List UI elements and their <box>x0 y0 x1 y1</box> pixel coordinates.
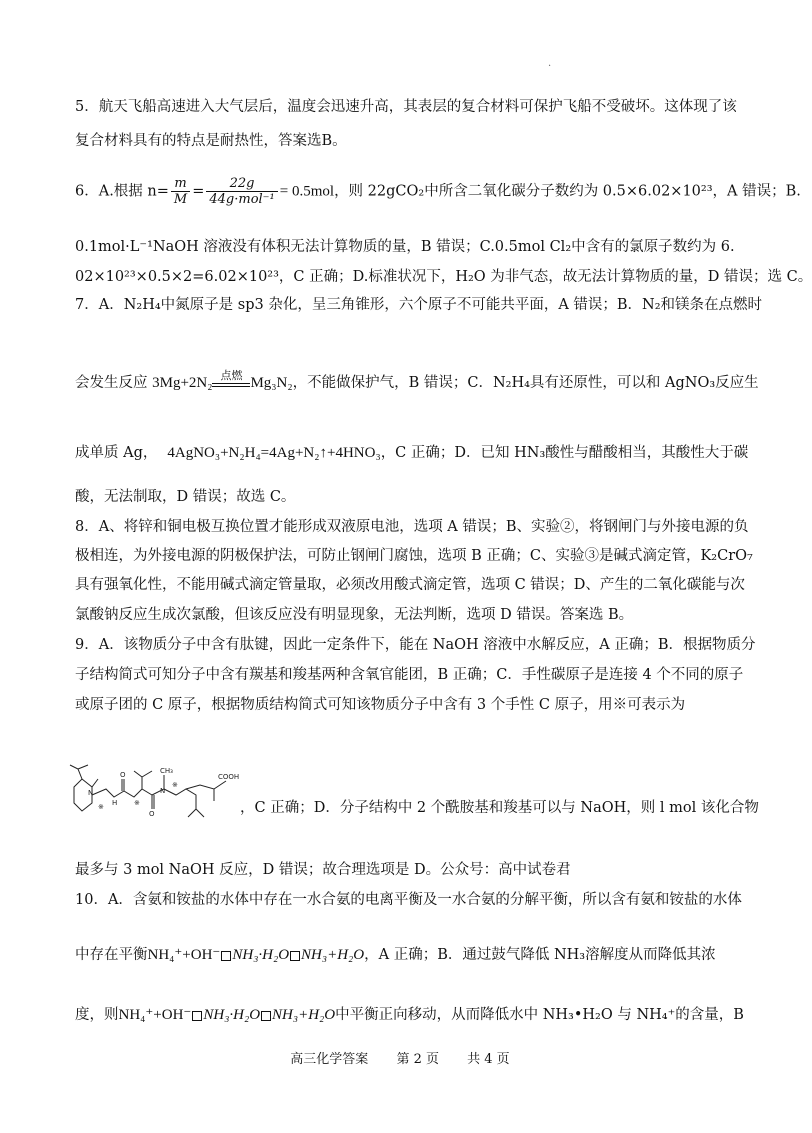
footer-total: 共 4 页 <box>467 1052 510 1067</box>
q5-line-2: 复合材料具有的特点是耐热性，答案选B。 <box>75 133 347 149</box>
fraction-mass-over-molar: $\frac{22g}{\text{44g·mol⁻¹}}$ <box>206 176 277 207</box>
equilibrium-1: NH₄⁺+OH⁻ NH₃·H₂O NH₃+H₂O <box>147 947 365 963</box>
q8-line-2: 极相连，为外接电源的阴极保护法，可防止钢闸门腐蚀，选项 B 正确；C、实验③是碱式滴定管，K₂CrO₇ <box>75 548 753 564</box>
q10-line-3: 度，则NH₄⁺+OH⁻ NH₃·H₂O NH₃+H₂O中平衡正向移动，从而降低水中 NH₃•H₂O 与 NH₄⁺的含量，B <box>75 1007 744 1023</box>
q10-line-1: 10．A．含氨和铵盐的水体中存在一水合氨的电离平衡及一水合氨的分解平衡，所以含有氨和铵盐的水体 <box>75 892 742 908</box>
q7-line-2: 会发生反应 3Mg+2N₂ 点燃 Mg₃N₂，不能做保护气，B 错误；C．N₂H₄具有还原性，可以和 AgNO₃反应生 <box>75 368 738 398</box>
q6-intro: 6．A.根据 n= <box>75 183 169 200</box>
q8-line-3: 具有强氧化性，不能用碱式滴定管量取，必须改用酸式滴定管，选项 C 错误；D、产生的二氧化碳能与次 <box>75 577 745 593</box>
mol-label-cooh: COOH <box>218 773 240 781</box>
q9-line-1: 9．A．该物质分子中含有肽键，因此一定条件下，能在 NaOH 溶液中水解反应，A 正确；B．根据物质分 <box>75 637 756 653</box>
q9-line-3: 或原子团的 C 原子，根据物质结构简式可知该物质分子中含有 3 个手性 C 原子，用※可表示为 <box>75 697 686 713</box>
q9-line-5: 最多与 3 mol NaOH 反应，D 错误；故合理选项是 D。公众号：高中试卷君 <box>75 862 571 878</box>
q5-line-1: 5．航天飞船高速进入大气层后，温度会迅速升高，其表层的复合材料可保护飞船不受破坏。这体现了该 <box>75 99 737 115</box>
q6-line-3: 02×10²³×0.5×2=6.02×10²³，C 正确；D.标准状况下，H₂O 为非气态，故无法计算物质的量，D 错误；选 C。 <box>75 269 812 285</box>
molecule-structure <box>68 765 243 825</box>
fraction-m-over-M: $\frac{m}{M}$ <box>171 176 190 207</box>
chiral-mark-1: ※ <box>98 803 104 811</box>
q6-line-2: 0.1mol·L⁻¹NaOH 溶液没有体积无法计算物质的量，B 错误；C.0.5mol Cl₂中含有的氯原子数约为 6. <box>75 239 735 255</box>
page-footer <box>0 1048 800 1067</box>
mol-label-ch3: CH₃ <box>160 767 173 775</box>
q6-text: ，则 22gCO₂中所含二氧化碳分子数约为 0.5×6.02×10²³，A 错误；B. <box>334 183 801 200</box>
mol-label-o2: O <box>149 810 155 818</box>
mol-label-o1: O <box>120 771 126 779</box>
q7-line-4: 酸，无法制取，D 错误；故选 C。 <box>75 489 296 505</box>
q7-line-3: 成单质 Ag， 4AgNO₃+N₂H₄=4Ag+N₂↑+4HNO₃，C 正确；D．已知 HN₃酸性与醋酸相当，其酸性大于碳 <box>75 445 749 461</box>
reaction-agno3: 4AgNO₃+N₂H₄=4Ag+N₂↑+4HNO₃ <box>167 445 381 461</box>
q8-line-4: 氯酸钠反应生成次氯酸，但该反应没有明显现象，无法判断，选项 D 错误。答案选 B。 <box>75 607 634 623</box>
stray-mark: . <box>548 58 552 69</box>
footer-title: 高三化学答案 <box>290 1052 369 1067</box>
footer-page: 第 2 页 <box>396 1052 439 1067</box>
q6-line-1: 6．A.根据 n= $\frac{m}{M}$ = $\frac{22g}{\text{44g·mol⁻¹}}$ = 0.5mol，则 22gCO₂中所含二氧化碳分子数约为 0.5×6.02×10²³，A 错误；B. <box>75 176 801 207</box>
q9-line-2: 子结构简式可知分子中含有羰基和羧基两种含氧官能团，B 正确；C．手性碳原子是连接 4 个不同的原子 <box>75 667 744 683</box>
q8-line-1: 8．A、将锌和铜电极互换位置才能形成双液原电池，选项 A 错误；B、实验②，将钢闸门与外接电源的负 <box>75 519 749 535</box>
mol-label-n1: N <box>88 789 94 797</box>
chiral-mark-2: ※ <box>134 799 140 807</box>
reaction-mg-n2: 3Mg+2N₂ 点燃 Mg₃N₂ <box>152 370 293 391</box>
q7-line-1: 7．A．N₂H₄中氮原子是 sp3 杂化，呈三角锥形，六个原子不可能共平面，A 错误；B．N₂和镁条在点燃时 <box>75 297 763 313</box>
q9-line-4: ，C 正确；D．分子结构中 2 个酰胺基和羧基可以与 NaOH，则 l mol 该化合物 <box>240 800 759 816</box>
q10-line-2: 中存在平衡NH₄⁺+OH⁻ NH₃·H₂O NH₃+H₂O，A 正确；B．通过鼓气降低 NH₃溶解度从而降低其浓 <box>75 947 716 963</box>
mol-label-h: H <box>112 799 118 807</box>
chiral-mark-3: ※ <box>172 781 178 789</box>
equilibrium-2: NH₄⁺+OH⁻ NH₃·H₂O NH₃+H₂O <box>118 1007 336 1023</box>
mol-label-n2: N <box>160 787 166 795</box>
